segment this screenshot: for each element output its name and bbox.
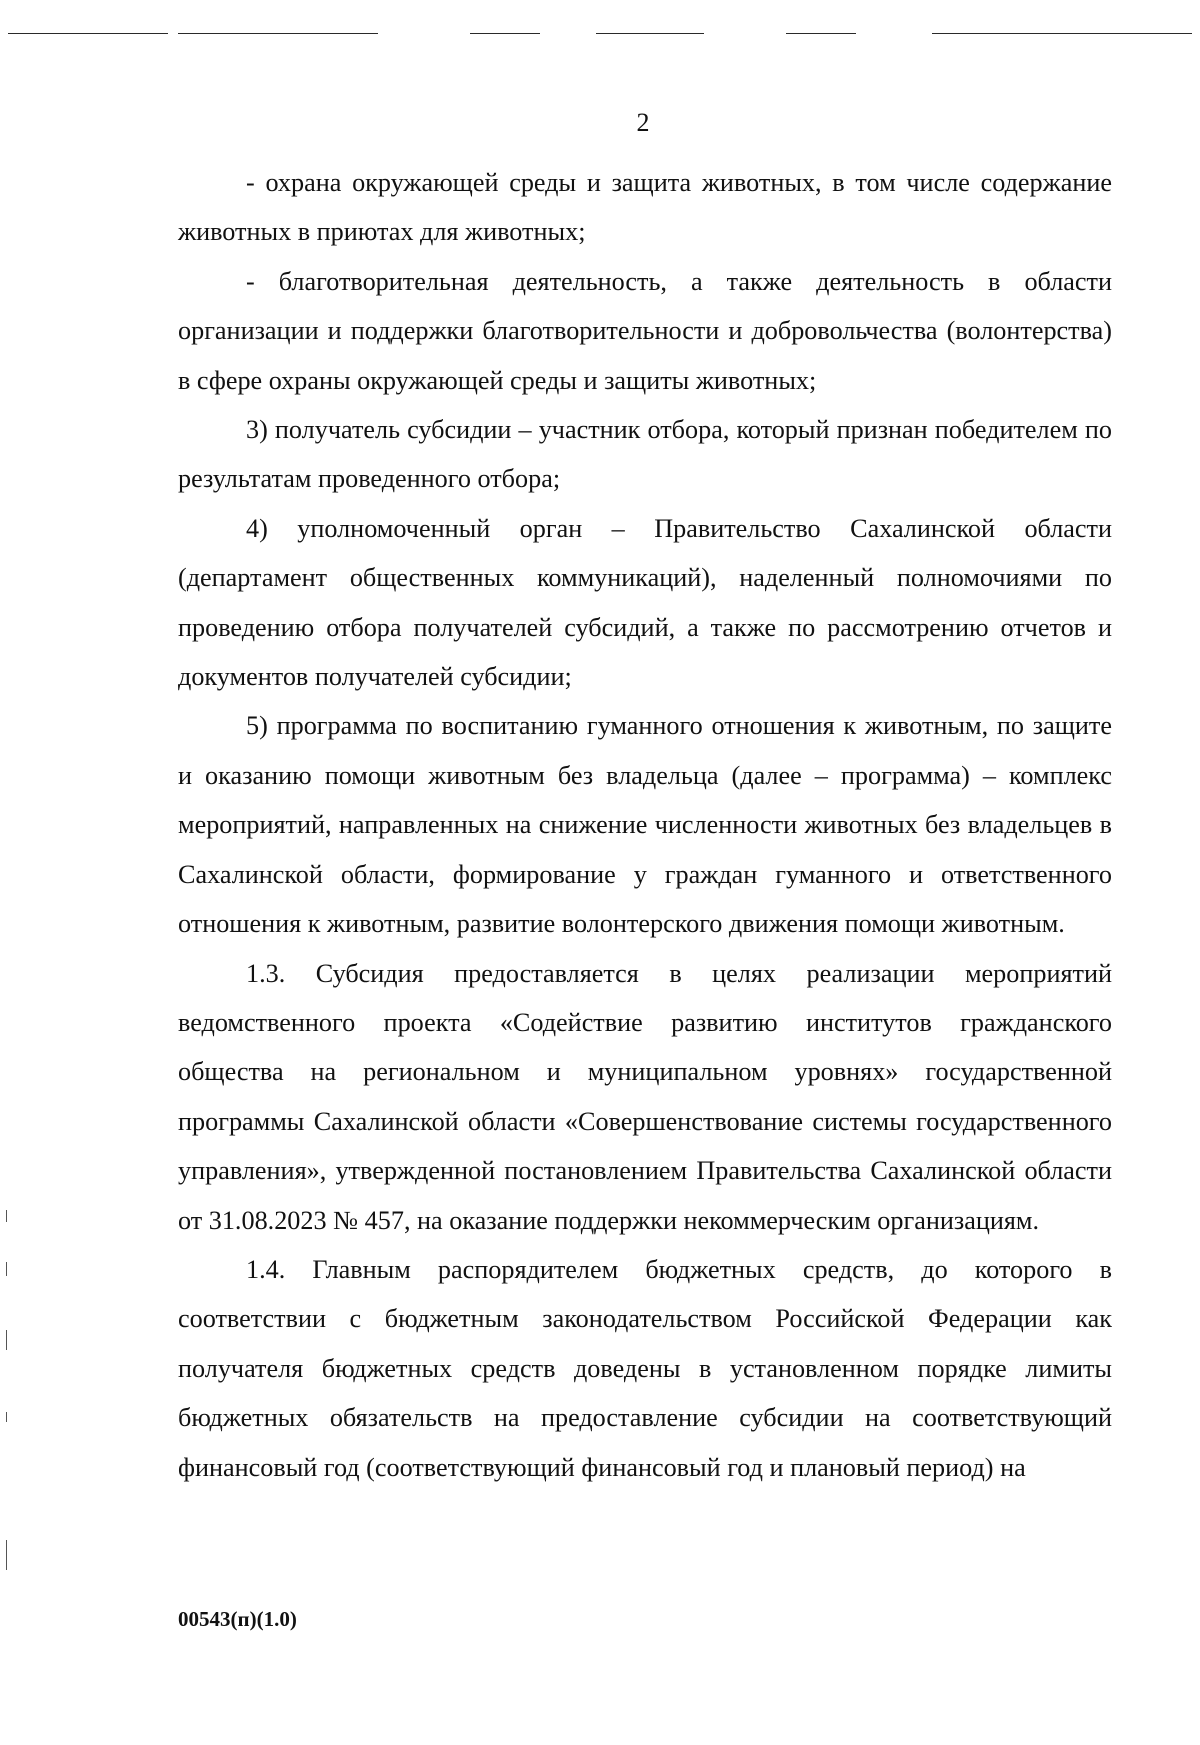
paragraph-recipient-definition: 3) получатель субсидии – участник отбора, который признан победителем по результатам проведенного отбора; (178, 415, 1112, 494)
scan-speck (6, 1262, 7, 1276)
paragraph-charity: - благотворительная деятельность, а также деятельность в области организации и поддержки благотворительности и добровольчества (волонтерства) в сфере охраны окружающей среды и защиты животных; (178, 266, 1112, 395)
scan-speck (6, 1412, 7, 1422)
paragraph-section-1-3: 1.3. Субсидия предоставляется в целях реализации мероприятий ведомственного проекта «Содействие развитию институтов гражданского общества на региональном и муниципальном уровнях» государственной программы Сахалинской области «Совершенствование системы государственного управления», утвержденной постановлением Правительства Сахалинской области от 31.08.2023 № 457, на оказание поддержки некоммерческим организациям. (178, 958, 1112, 1235)
document-code: 00543(п)(1.0) (178, 1607, 297, 1631)
scan-speck (6, 1210, 7, 1222)
scan-edge-line (0, 33, 1200, 35)
paragraph-animal-protection: - охрана окружающей среды и защита животных, в том числе содержание животных в приютах для животных; (178, 168, 1112, 247)
page-number: 2 (636, 108, 650, 137)
paragraph-section-1-4: 1.4. Главным распорядителем бюджетных средств, до которого в соответствии с бюджетным законодательством Российской Федерации как получателя бюджетных средств доведены в установленном порядке лимиты бюджетных обязательств на предоставление субсидии на соответствующий финансовый год (соответствующий финансовый год и плановый период) на (178, 1254, 1112, 1482)
paragraph-authorized-body: 4) уполномоченный орган – Правительство Сахалинской области (департамент общественных коммуникаций), наделенный полномочиями по проведению отбора получателей субсидий, а также по рассмотрению отчетов и документов получателей субсидии; (178, 513, 1112, 692)
paragraph-program-definition: 5) программа по воспитанию гуманного отношения к животным, по защите и оказанию помощи животным без владельца (далее – программа) – комплекс мероприятий, направленных на снижение численности животных без владельцев в Сахалинской области, формирование у граждан гуманного и ответственного отношения к животным, развитие волонтерского движения помощи животным. (178, 711, 1112, 939)
document-body (178, 158, 1112, 1492)
scan-speck (6, 1540, 7, 1570)
scan-speck (6, 1330, 7, 1350)
